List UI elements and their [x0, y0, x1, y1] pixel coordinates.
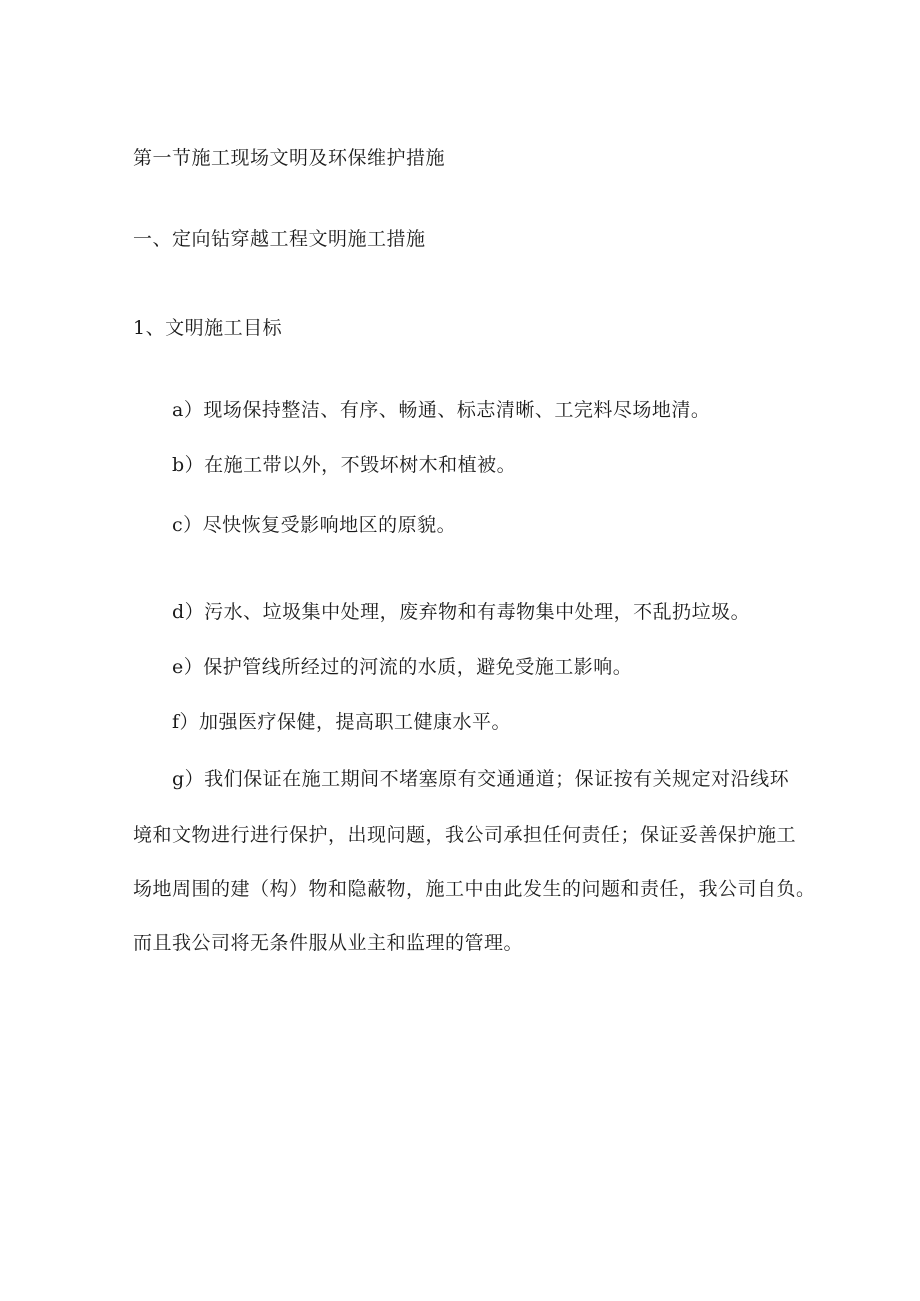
paragraph-g-line-4: 而且我公司将无条件服从业主和监理的管理。	[133, 932, 524, 954]
list-item-c: c）尽快恢复受影响地区的原貌。	[172, 514, 457, 536]
item-title: 1、文明施工目标	[133, 317, 283, 339]
list-item-b: b）在施工带以外，不毁坏树木和植被。	[172, 454, 517, 476]
section-title: 第一节施工现场文明及环保维护措施	[133, 147, 446, 169]
list-item-e: e）保护管线所经过的河流的水质，避免受施工影响。	[172, 656, 633, 678]
list-item-a: a）现场保持整洁、有序、畅通、标志清晰、工完料尽场地清。	[172, 399, 711, 421]
paragraph-g-line-2: 境和文物进行进行保护，出现问题，我公司承担任何责任；保证妥善保护施工	[133, 824, 797, 846]
list-item-f: f）加强医疗保健，提高职工健康水平。	[172, 711, 512, 733]
paragraph-g-line-1: g）我们保证在施工期间不堵塞原有交通通道；保证按有关规定对沿线环	[172, 768, 790, 790]
paragraph-g-line-3: 场地周围的建（构）物和隐蔽物，施工中由此发生的问题和责任，我公司自负。	[133, 878, 816, 900]
subsection-title: 一、定向钻穿越工程文明施工措施	[133, 228, 426, 250]
list-item-d: d）污水、垃圾集中处理，废弃物和有毒物集中处理，不乱扔垃圾。	[172, 601, 751, 623]
